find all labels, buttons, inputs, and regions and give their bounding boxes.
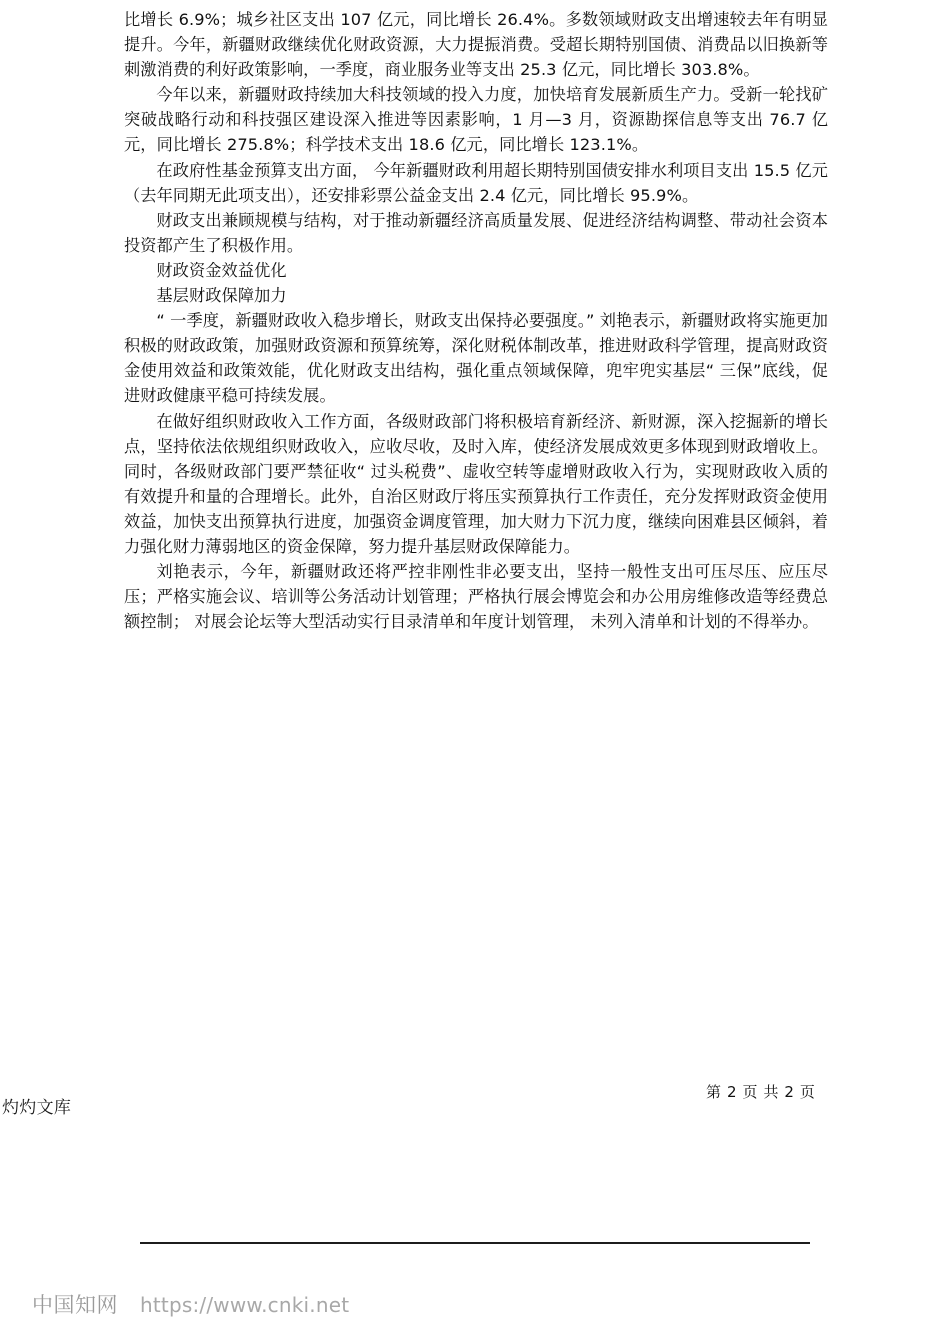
footer-divider-rule [140,1242,810,1244]
paragraph-expenditure-control: 刘艳表示，今年，新疆财政还将严控非刚性非必要支出，坚持一般性支出可压尽压、应压尽压；严格实施会议、培训等公务活动计划管理；严格执行展会博览会和办公用房维修改造等经费总额控制； 对展会论坛等大型活动实行目录清单和年度计划管理， 未列入清单和计划的不得举办。 [124,562,828,632]
subheading-fund-efficiency: 财政资金效益优化 [156,260,287,280]
paragraph-expenditure-growth: 比增长 6.9%；城乡社区支出 107 亿元，同比增长 26.4%。多数领域财政支出增速较去年有明显提升。今年，新疆财政继续优化财政资源，大力提振消费。受超长期特别国债、消费品以旧换新等刺激消费的利好政策影响，一季度，商业服务业等支出 25.3 亿元，同比增长 303.8%。 [124,10,828,80]
cnki-url-label: https://www.cnki.net [140,1293,350,1317]
cnki-brand-label: 中国知网 [32,1293,118,1317]
paragraph-revenue-organization: 在做好组织财政收入工作方面，各级财政部门将积极培育新经济、新财源，深入挖掘新的增长点，坚持依法依规组织财政收入，应收尽收，及时入库，使经济发展成效更多体现到财政增收上。同时，各级财政部门要严禁征收“ 过头税费”、虚收空转等虚增财政收入行为，实现财政收入质的有效提升和量的合理增长。此外，自治区财政厅将压实预算执行工作责任，充分发挥财政资金使用效益，加快支出预算执行进度，加强资金调度管理，加大财力下沉力度，继续向困难县区倾斜，着力强化财力薄弱地区的资金保障，努力提升基层财政保障能力。 [124,411,828,556]
article-text-body [124,7,828,634]
library-watermark: 灼灼文库 [2,1098,72,1118]
cnki-footer [32,1291,349,1319]
subheading-grassroots-guarantee: 基层财政保障加力 [156,286,287,306]
paragraph-scale-and-structure: 财政支出兼顾规模与结构，对于推动新疆经济高质量发展、促进经济结构调整、带动社会资本投资都产生了积极作用。 [124,210,828,255]
paragraph-liuyan-quote: “ 一季度，新疆财政收入稳步增长，财政支出保持必要强度。” 刘艳表示，新疆财政将实施更加积极的财政政策，加强财政资源和预算统筹，深化财税体制改革，推进财政科学管理，提高财政资金使用效益和政策效能，优化财政支出结构，强化重点领域保障，兜牢兜实基层“ 三保”底线，促进财政健康平稳可持续发展。 [124,311,828,406]
page-number-footer: 第 2 页 共 2 页 [706,1083,816,1101]
paragraph-government-fund-budget: 在政府性基金预算支出方面， 今年新疆财政利用超长期特别国债安排水利项目支出 15.5 亿元（去年同期无此项支出），还安排彩票公益金支出 2.4 亿元，同比增长 95.9%。 [124,160,828,205]
paragraph-science-tech-investment: 今年以来，新疆财政持续加大科技领域的投入力度，加快培育发展新质生产力。受新一轮找矿突破战略行动和科技强区建设深入推进等因素影响，1 月—3 月，资源勘探信息等支出 76.7 亿元，同比增长 275.8%；科学技术支出 18.6 亿元，同比增长 123.1%。 [124,85,828,155]
